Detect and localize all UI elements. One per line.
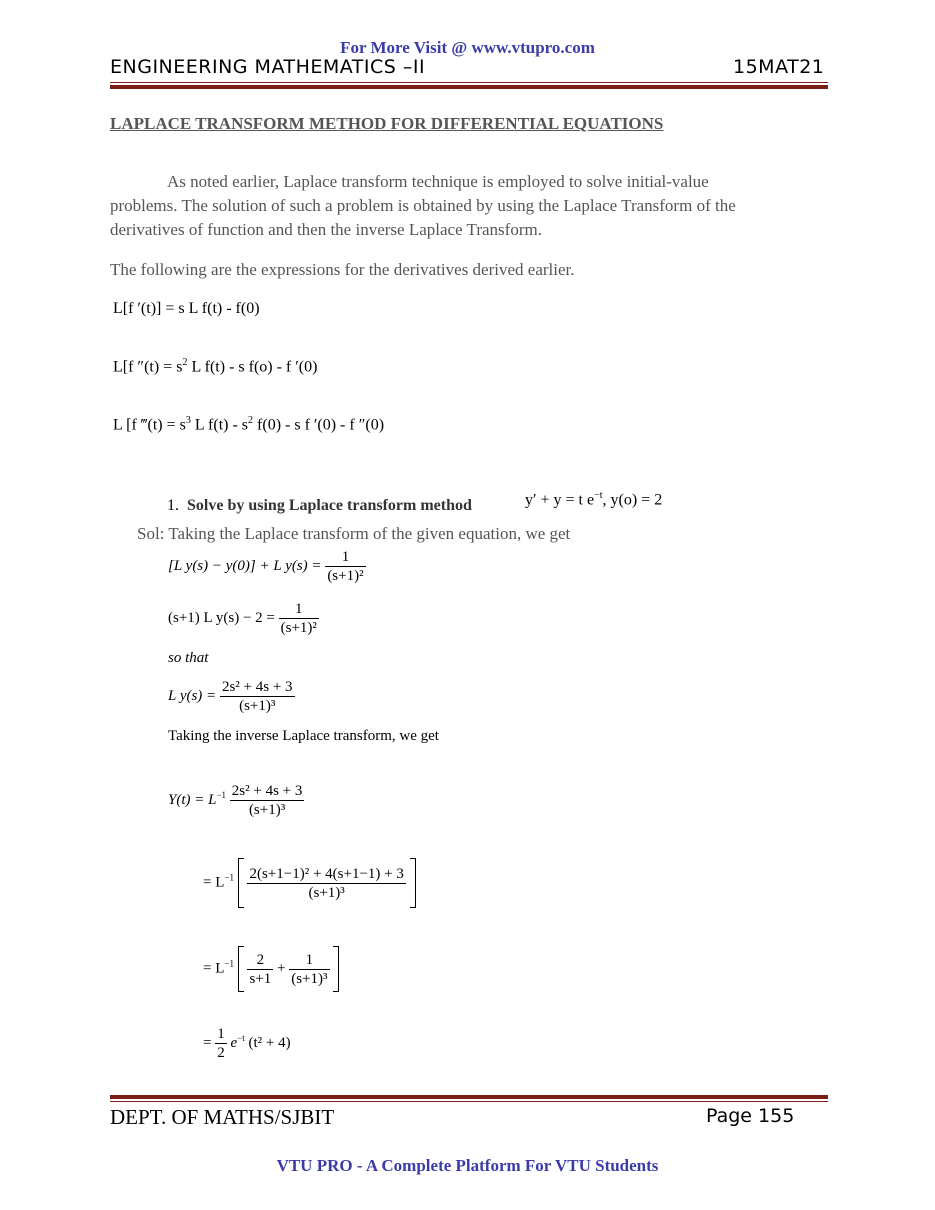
intro-line-4: The following are the expressions for the derivatives derived earlier. [110,260,575,279]
derivative-eq-3: L [f ‴(t) = $s^3$ L $f(t) - s^2$ f(0) - s f ′(0) - f ″(0) [113,415,385,434]
solution-step-7: = $\frac{1}{2}$ $e^{-t}$ (t² + 4) [203,1026,291,1061]
footer-rule-thin [110,1101,828,1102]
header-rule-thin [110,82,828,83]
header-visit-link[interactable]: For More Visit @ www.vtupro.com [340,38,595,57]
page-number: Page 155 [706,1105,795,1127]
intro-line-2: problems. The solution of such a problem is obtained by using the Laplace Transform of the [110,196,736,215]
footer-dept: DEPT. OF MATHS/SJBIT [110,1105,335,1129]
problem-1: 1. Solve by using Laplace transform method [167,497,472,514]
solution-step-1: [L y(s) − y(0)] + L y(s) = $\frac{1}{\text{(s+1)²}}$ [168,549,364,584]
so-that-text: so that [168,650,209,666]
intro-line-3: derivatives of function and then the inverse Laplace Transform. [110,220,542,239]
solution-step-2: (s+1) L y(s) − 2 = $\frac{1}{\text{(s+1)²}}$ [168,601,317,636]
solution-step-4: $Y(t) = L^{-1}$ $\frac{\text{2s² + 4s + 3}}{\text{(s+1)³}}$ [168,783,303,818]
solution-step-6: = $L^{-1}$ $\frac{2}{s+1}$ + $\frac{1}{\text{(s+1)³}}$ [203,946,339,992]
solution-step-3: L y(s) = $\frac{\text{2s² + 4s + 3}}{\text{(s+1)³}}$ [168,679,293,714]
course-code: 15MAT21 [733,56,825,78]
footer-platform-link[interactable]: VTU PRO - A Complete Platform For VTU Students [276,1156,659,1175]
footer-rule-thick [110,1095,828,1099]
problem-1-equation: y′ + y = t $e^{-t}$, y(o) = 2 [525,490,663,509]
solution-intro: Sol: Taking the Laplace transform of the given equation, we get [137,524,571,543]
intro-line-1: As noted earlier, Laplace transform technique is employed to solve initial-value [167,172,709,191]
section-title: LAPLACE TRANSFORM METHOD FOR DIFFERENTIAL EQUATIONS [110,114,664,133]
derivative-eq-2: L[f $''(t) = s^2$ L f(t) - s f(o) - f ′(0) [113,357,318,376]
course-title: ENGINEERING MATHEMATICS –II [110,56,426,78]
header-rule-thick [110,85,828,89]
solution-step-5: = $L^{-1}$ $\frac{\text{2(s+1−1)² + 4(s+1−1) + 3}}{\text{(s+1)³}}$ [203,858,416,908]
derivative-eq-1: L[f ′(t)] = s L f(t) - f(0) [113,300,260,317]
inverse-laplace-text: Taking the inverse Laplace transform, we get [168,728,439,744]
